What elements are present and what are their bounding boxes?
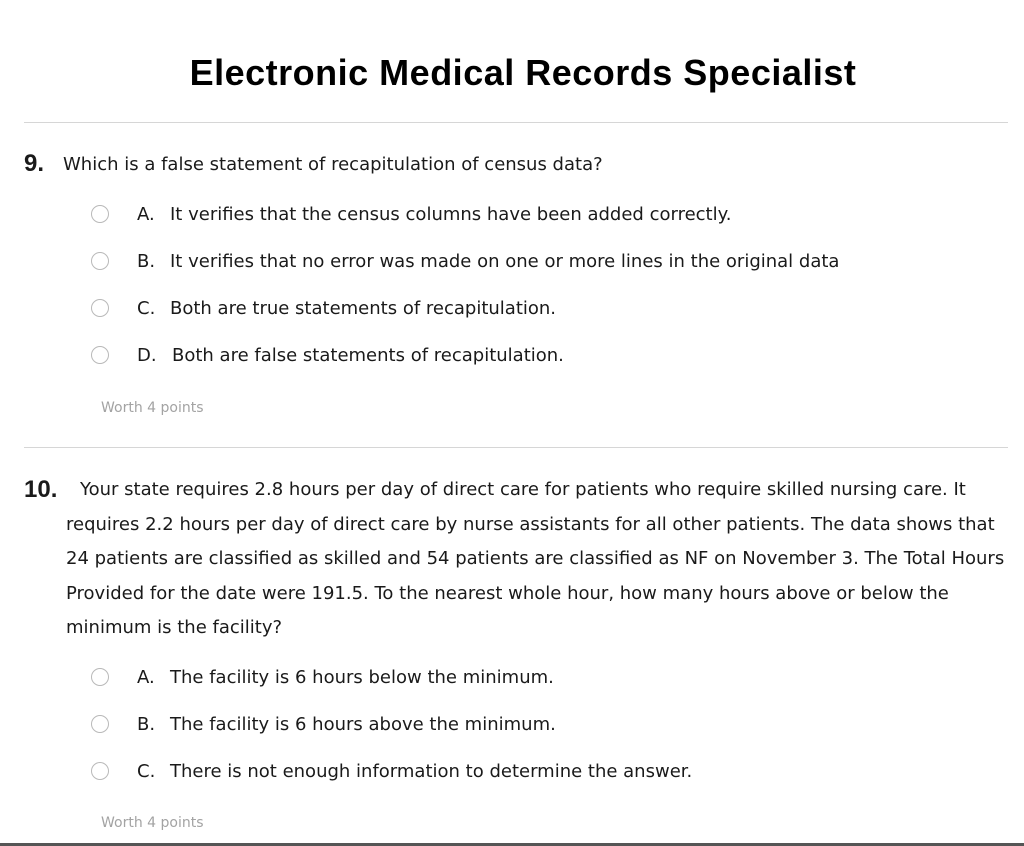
radio-button-icon[interactable]: [91, 299, 109, 317]
option-text: The facility is 6 hours above the minimum.: [170, 713, 556, 735]
question-10-option-b[interactable]: [88, 711, 888, 737]
question-9-number: 9.: [24, 150, 45, 177]
question-10-option-a[interactable]: [88, 664, 888, 690]
question-10-option-c[interactable]: [88, 758, 888, 784]
question-9-option-c[interactable]: [88, 295, 888, 321]
option-letter: C.: [137, 760, 156, 782]
option-text: It verifies that no error was made on one or more lines in the original data: [170, 250, 840, 272]
divider: [24, 122, 1008, 123]
option-letter: A.: [137, 666, 155, 688]
radio-button-icon[interactable]: [91, 762, 109, 780]
option-letter: D.: [137, 344, 157, 366]
radio-button-icon[interactable]: [91, 252, 109, 270]
question-10-number: 10.: [24, 476, 58, 503]
question-9-option-d[interactable]: [88, 342, 888, 368]
question-9-option-a[interactable]: [88, 201, 888, 227]
option-letter: B.: [137, 713, 156, 735]
question-9-text: Which is a false statement of recapitulation of census data?: [63, 154, 603, 175]
option-letter: B.: [137, 250, 156, 272]
option-letter: A.: [137, 203, 155, 225]
option-text: Both are true statements of recapitulation.: [170, 297, 557, 319]
divider: [24, 447, 1008, 448]
option-text: Both are false statements of recapitulation.: [172, 344, 564, 366]
option-text: There is not enough information to determine the answer.: [170, 760, 693, 782]
option-text: It verifies that the census columns have been added correctly.: [170, 203, 732, 225]
question-9-option-b[interactable]: [88, 248, 888, 274]
radio-button-icon[interactable]: [91, 346, 109, 364]
page-title: Electronic Medical Records Specialist: [189, 52, 857, 93]
question-9-worth: Worth 4 points: [101, 400, 204, 416]
option-text: The facility is 6 hours below the minimum.: [170, 666, 554, 688]
question-10-text: Your state requires 2.8 hours per day of direct care for patients who require skilled nursing care. It requires 2.2 hours per day of direct care by nurse assistants for all other patients. The data shows that 24 patients are classified as skilled and 54 patients are classified as NF on November 3. The Total Hours Provided for the date were 191.5. To the nearest whole hour, how many hours above or below the minimum is the facility?: [66, 479, 1005, 638]
option-letter: C.: [137, 297, 156, 319]
radio-button-icon[interactable]: [91, 715, 109, 733]
radio-button-icon[interactable]: [91, 668, 109, 686]
question-10-worth: Worth 4 points: [101, 815, 204, 831]
radio-button-icon[interactable]: [91, 205, 109, 223]
